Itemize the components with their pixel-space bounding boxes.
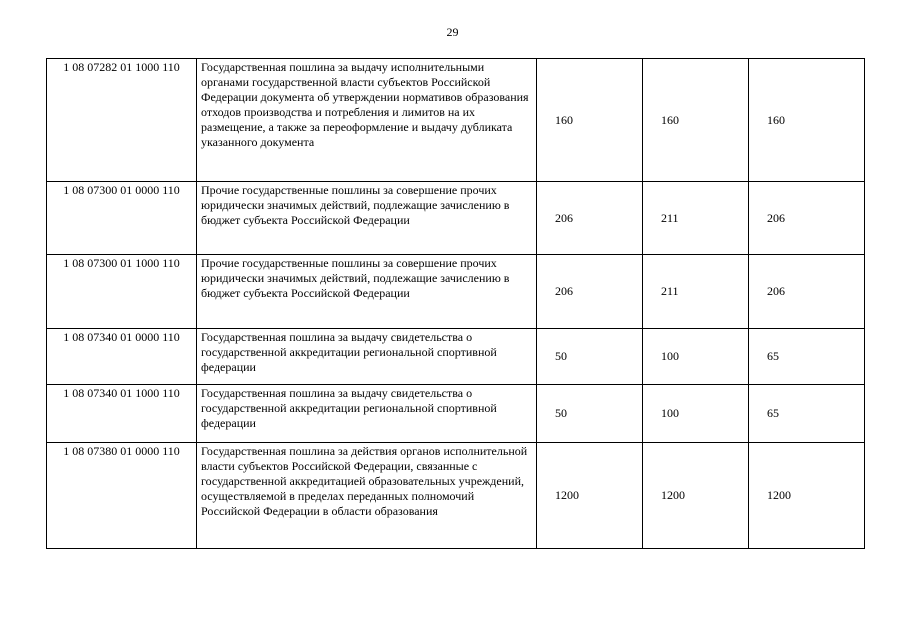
budget-code-cell: 1 08 07340 01 1000 110	[47, 385, 197, 443]
budget-code-cell: 1 08 07340 01 0000 110	[47, 329, 197, 385]
revenue-name-cell: Прочие государственные пошлины за совершение прочих юридически значимых действий, подлежащие зачислению в бюджет субъекта Российской Федерации	[197, 182, 537, 255]
value-cell-2: 211	[643, 255, 749, 329]
value-cell-2: 100	[643, 385, 749, 443]
value-cell-1: 1200	[537, 443, 643, 549]
budget-code-cell: 1 08 07282 01 1000 110	[47, 59, 197, 182]
revenue-name-cell: Государственная пошлина за выдачу исполнительными органами государственной власти субъектов Российской Федерации документа об утверждении нормативов образования отходов производства и потребления и лимитов на их размещение, а также за переоформление и выдачу дубликата указанного документа	[197, 59, 537, 182]
revenue-table	[46, 58, 865, 549]
revenue-name-cell: Прочие государственные пошлины за совершение прочих юридически значимых действий, подлежащие зачислению в бюджет субъекта Российской Федерации	[197, 255, 537, 329]
budget-code-cell: 1 08 07380 01 0000 110	[47, 443, 197, 549]
revenue-name-cell: Государственная пошлина за выдачу свидетельства о государственной аккредитации региональной спортивной федерации	[197, 385, 537, 443]
table-row	[47, 182, 865, 255]
revenue-name-cell: Государственная пошлина за действия органов исполнительной власти субъектов Российской Федерации, связанные с государственной аккредитацией образовательных учреждений, осуществляемой в пределах переданных полномочий Российской Федерации в области образования	[197, 443, 537, 549]
value-cell-2: 211	[643, 182, 749, 255]
budget-code-cell: 1 08 07300 01 1000 110	[47, 255, 197, 329]
budget-code-cell: 1 08 07300 01 0000 110	[47, 182, 197, 255]
value-cell-1: 50	[537, 385, 643, 443]
page-number: 29	[446, 25, 459, 39]
table-row	[47, 255, 865, 329]
value-cell-3: 65	[749, 385, 865, 443]
value-cell-3: 206	[749, 255, 865, 329]
value-cell-3: 65	[749, 329, 865, 385]
value-cell-1: 206	[537, 182, 643, 255]
table-row	[47, 329, 865, 385]
table-row	[47, 443, 865, 549]
value-cell-2: 160	[643, 59, 749, 182]
value-cell-2: 1200	[643, 443, 749, 549]
value-cell-2: 100	[643, 329, 749, 385]
value-cell-1: 160	[537, 59, 643, 182]
revenue-name-cell: Государственная пошлина за выдачу свидетельства о государственной аккредитации региональной спортивной федерации	[197, 329, 537, 385]
value-cell-3: 206	[749, 182, 865, 255]
table-row	[47, 385, 865, 443]
table-row	[47, 59, 865, 182]
value-cell-3: 1200	[749, 443, 865, 549]
value-cell-3: 160	[749, 59, 865, 182]
value-cell-1: 206	[537, 255, 643, 329]
value-cell-1: 50	[537, 329, 643, 385]
